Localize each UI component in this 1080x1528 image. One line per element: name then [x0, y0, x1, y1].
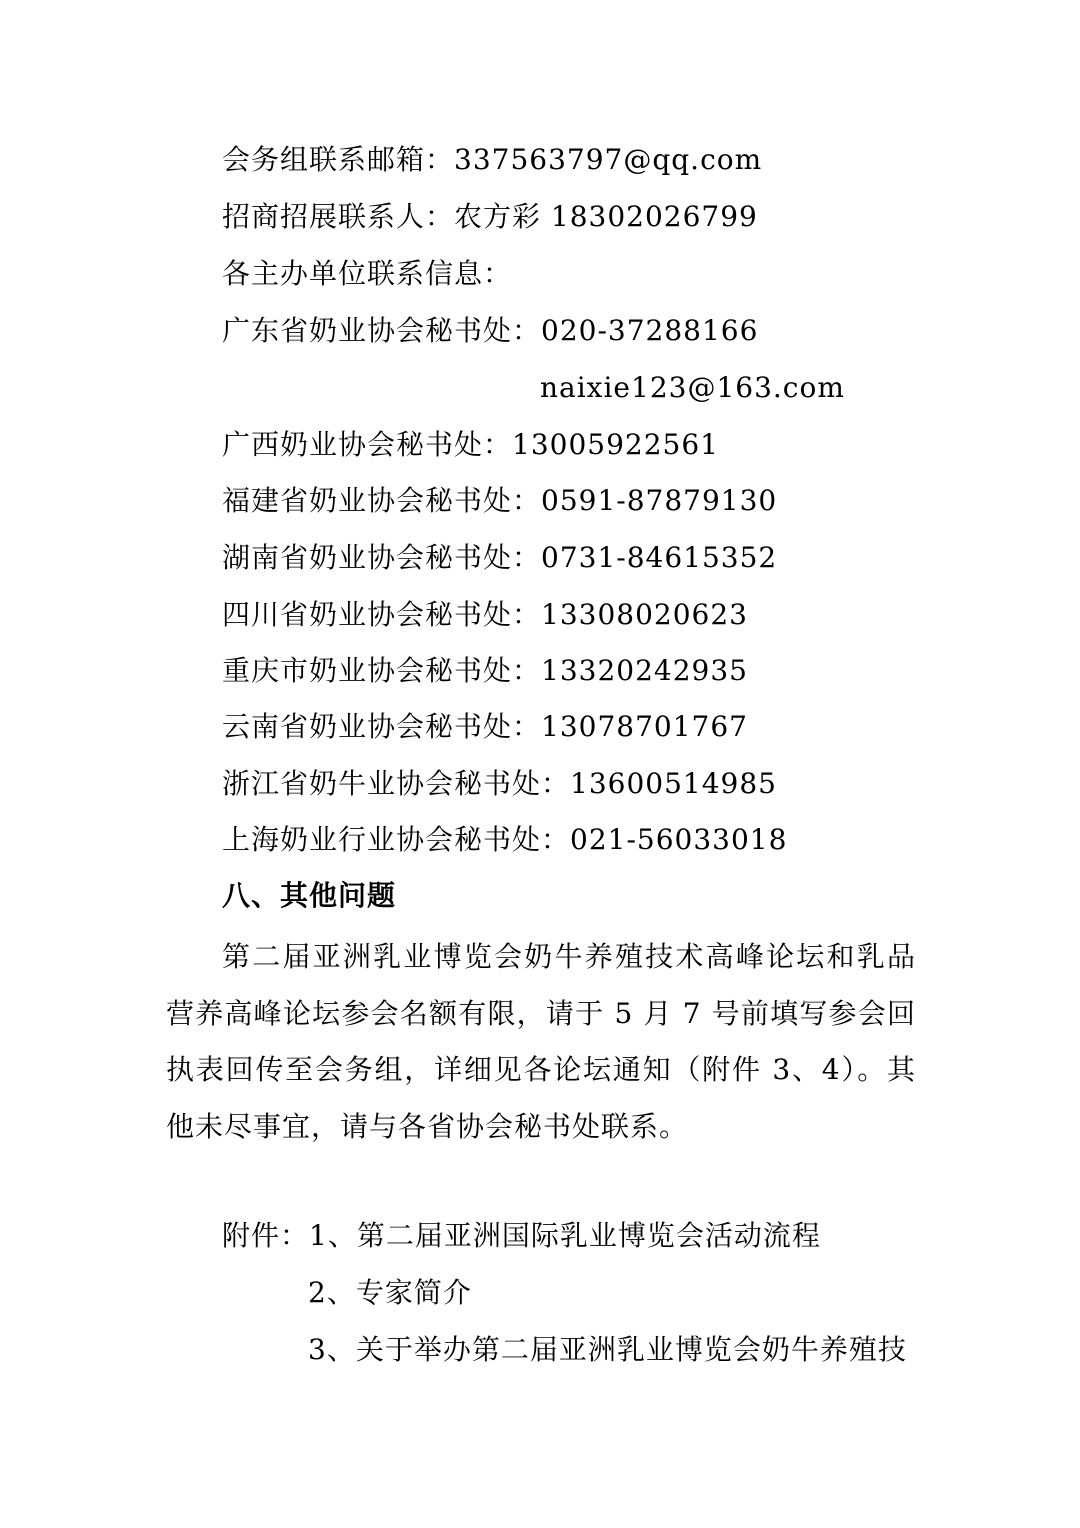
zhejiang-contact-line: 浙江省奶牛业协会秘书处：13600514985 — [222, 767, 777, 800]
attachment-item-3: 3、关于举办第二届亚洲乳业博览会奶牛养殖技 — [308, 1333, 907, 1366]
attachment-item-1: 附件：1、第二届亚洲国际乳业博览会活动流程 — [222, 1219, 821, 1252]
fujian-contact-line: 福建省奶业协会秘书处：0591-87879130 — [222, 484, 778, 517]
guangdong-email-line: naixie123@163.com — [540, 371, 845, 404]
sichuan-contact-line: 四川省奶业协会秘书处：13308020623 — [222, 598, 748, 631]
section-8-paragraph: 第二届亚洲乳业博览会奶牛养殖技术高峰论坛和乳品营养高峰论坛参会名额有限，请于 5 月 7 号前填写参会回执表回传至会务组，详细见各论坛通知（附件 3、4）。其他未尽事宜，请与各省协会秘书处联系。 — [166, 940, 916, 1143]
exhibition-contact-line: 招商招展联系人：农方彩 18302026799 — [222, 200, 758, 233]
chongqing-contact-line: 重庆市奶业协会秘书处：13320242935 — [222, 654, 748, 687]
shanghai-contact-line: 上海奶业行业协会秘书处：021-56033018 — [222, 823, 788, 856]
hunan-contact-line: 湖南省奶业协会秘书处：0731-84615352 — [222, 541, 778, 574]
attachment-item-2: 2、专家简介 — [308, 1276, 472, 1309]
section-8-heading: 八、其他问题 — [222, 879, 397, 912]
yunnan-contact-line: 云南省奶业协会秘书处：13078701767 — [222, 710, 748, 743]
organizers-heading-line: 各主办单位联系信息： — [222, 257, 513, 290]
guangxi-contact-line: 广西奶业协会秘书处：13005922561 — [222, 428, 719, 461]
guangdong-contact-line: 广东省奶业协会秘书处：020-37288166 — [222, 314, 759, 347]
conference-email-line: 会务组联系邮箱：337563797@qq.com — [222, 143, 763, 176]
